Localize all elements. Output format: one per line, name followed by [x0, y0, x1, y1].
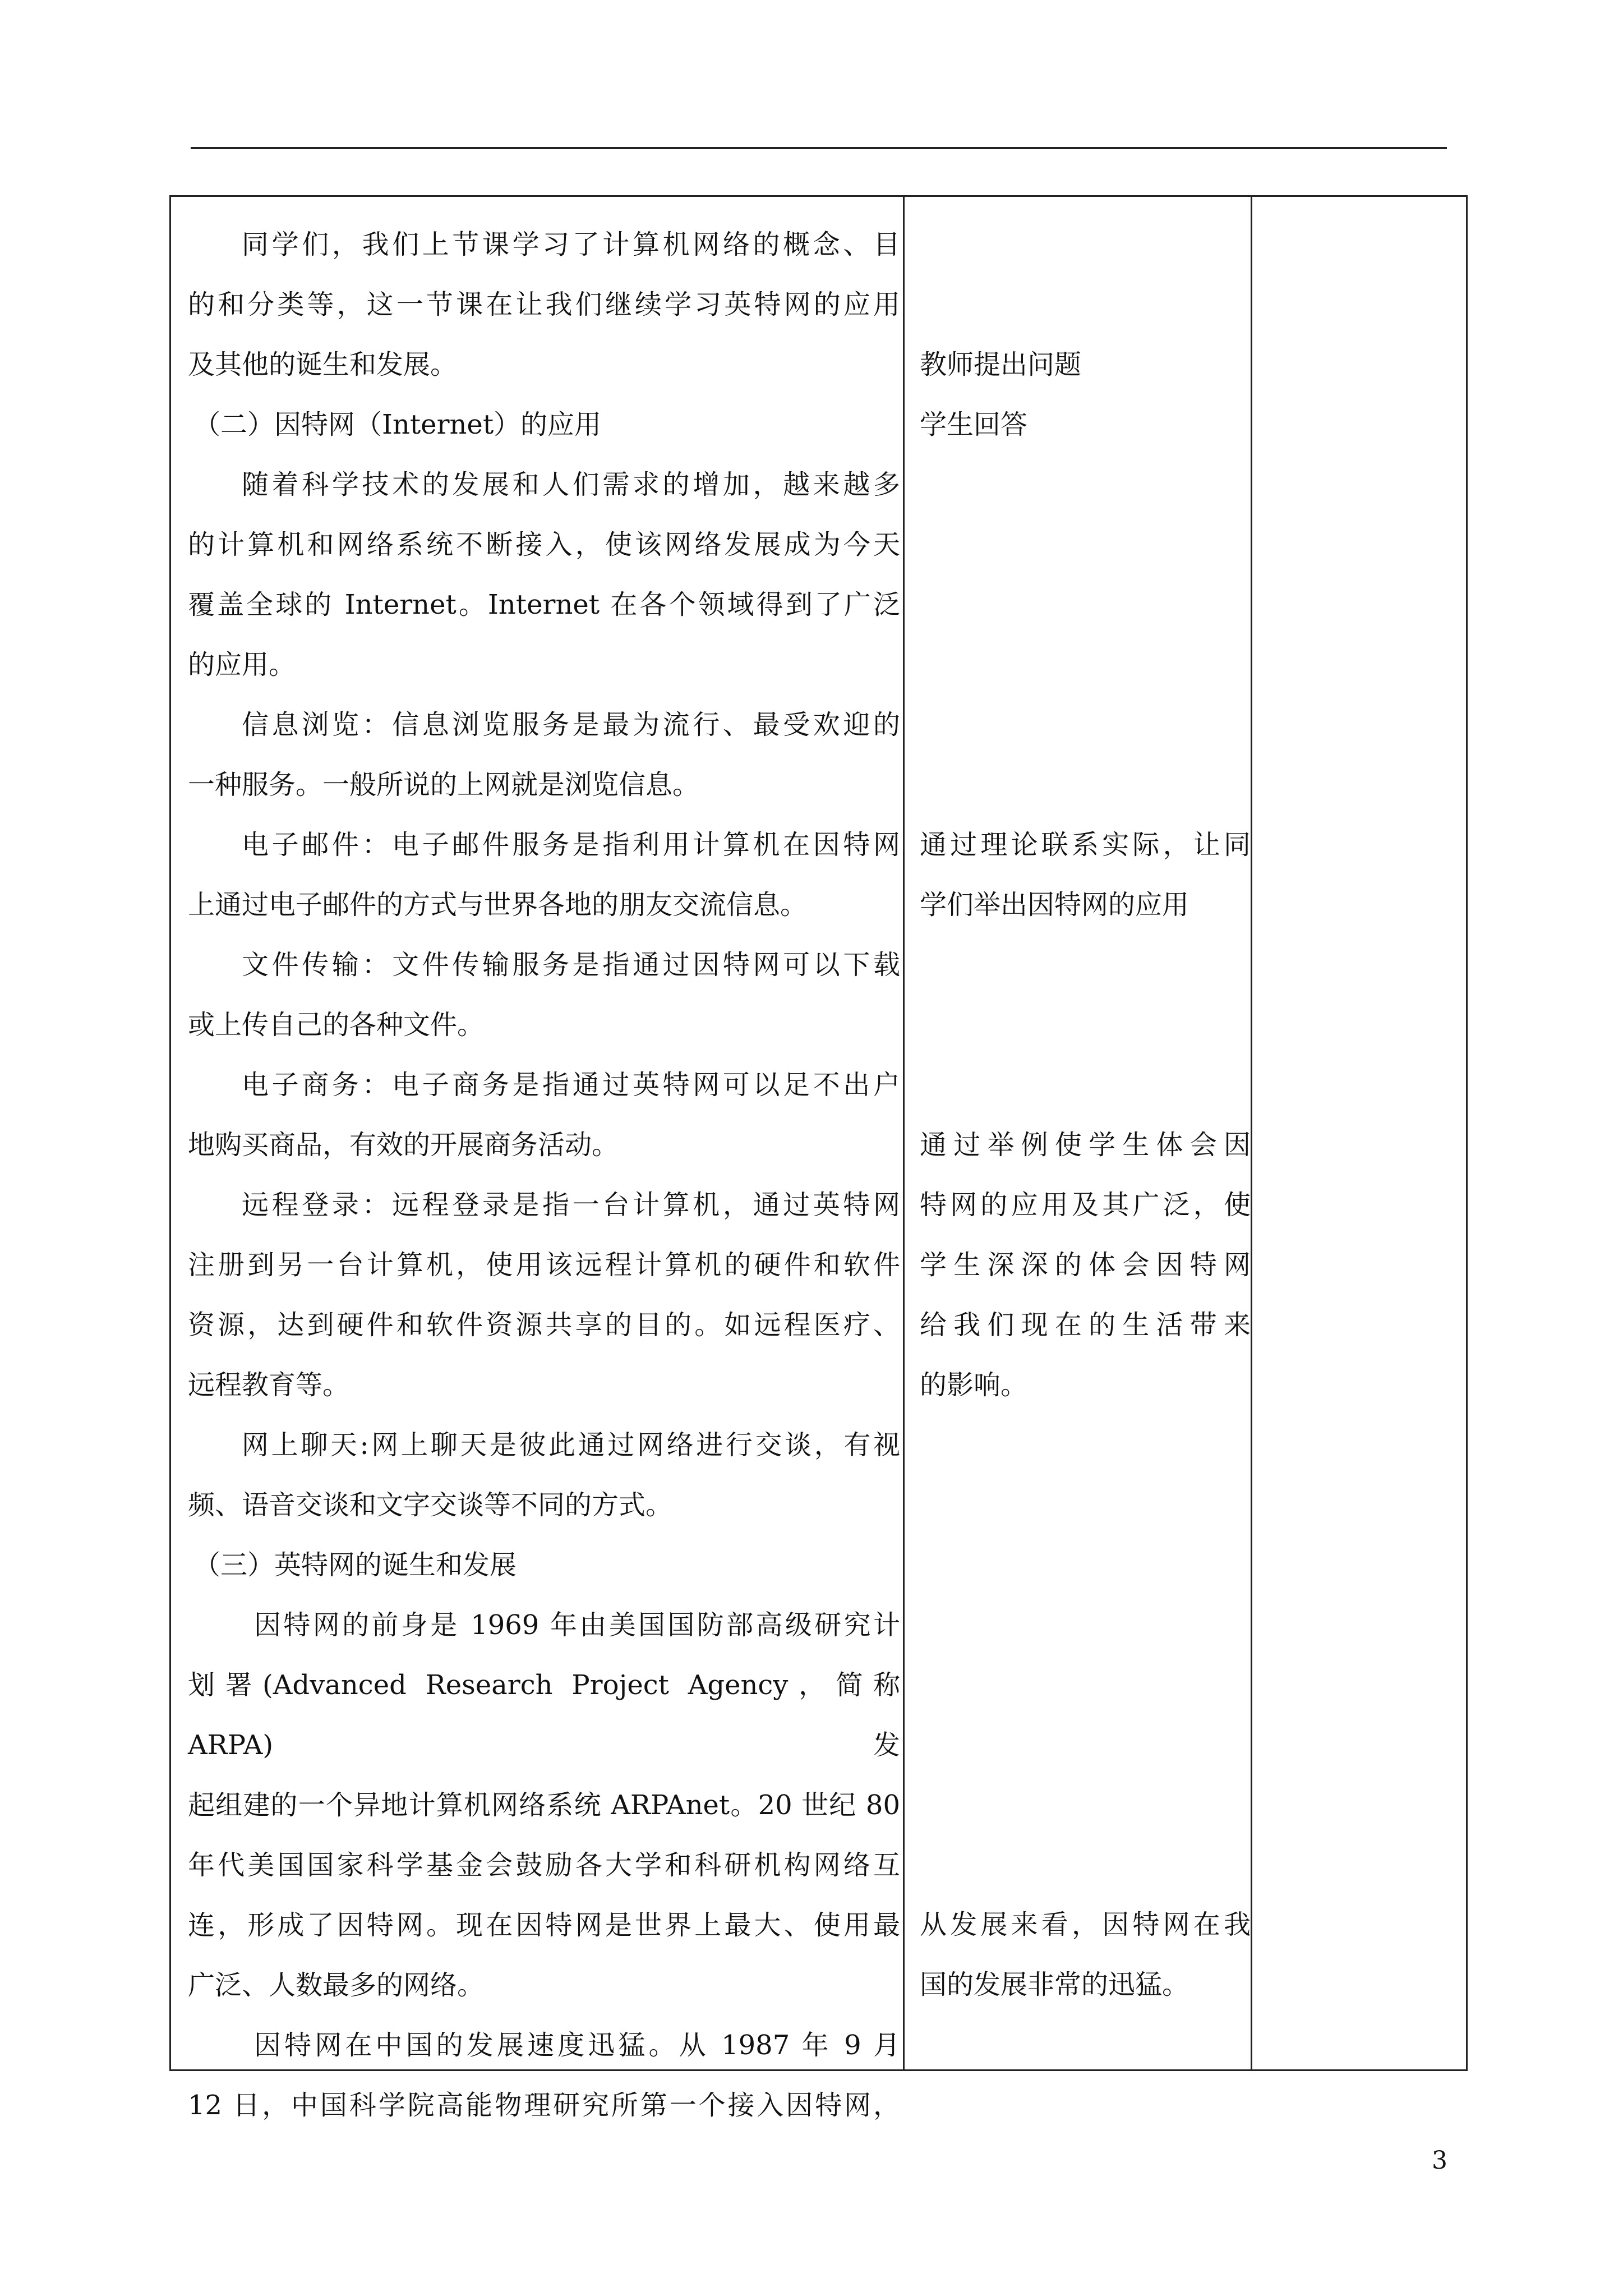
remote-line-3: 资源，达到硬件和软件资源共享的目的。如远程医疗、 — [188, 1309, 900, 1341]
development-line-1: 随着科学技术的发展和人们需求的增加，越来越多 — [242, 469, 900, 500]
note3-line-1: 通过举例使学生体会因 — [920, 1129, 1251, 1161]
history-line-2: 划署(Advanced Research Project Agency，简称 ARPA)发 — [188, 1669, 900, 1761]
china-line-1: 因特网在中国的发展速度迅猛。从 1987 年 9 月 — [254, 2030, 900, 2061]
lesson-content-column — [188, 215, 900, 2136]
ftp-line-2: 或上传自己的各种文件。 — [188, 1009, 485, 1041]
browse-line-2: 一种服务。一般所说的上网就是浏览信息。 — [188, 769, 700, 800]
note3-line-4: 给我们现在的生活带来 — [920, 1309, 1251, 1341]
remote-line-4: 远程教育等。 — [188, 1369, 350, 1401]
note1-line-2: 学生回答 — [920, 409, 1028, 440]
note-teacher-question — [920, 335, 1251, 455]
note3-line-5: 的影响。 — [920, 1369, 1028, 1401]
remote-line-1: 远程登录：远程登录是指一台计算机，通过英特网 — [242, 1189, 900, 1221]
note4-line-1: 从发展来看，因特网在我 — [920, 1909, 1251, 1940]
development-line-4: 的应用。 — [188, 649, 296, 680]
history-line-6: 广泛、人数最多的网络。 — [188, 1970, 485, 2001]
history-line-1: 因特网的前身是 1969 年由美国国防部高级研究计 — [254, 1609, 900, 1641]
header-rule — [191, 147, 1447, 149]
intro-line-3: 及其他的诞生和发展。 — [188, 349, 458, 380]
note-theory-practice — [920, 815, 1251, 935]
browse-line-1: 信息浏览：信息浏览服务是最为流行、最受欢迎的 — [242, 709, 900, 740]
ecommerce-line-2: 地购买商品，有效的开展商务活动。 — [188, 1129, 619, 1161]
intro-line-2: 的和分类等，这一节课在让我们继续学习英特网的应用 — [188, 289, 900, 320]
page-number: 3 — [1432, 2146, 1447, 2175]
china-line-2: 12 日，中国科学院高能物理研究所第一个接入因特网， — [188, 2090, 900, 2121]
note-development — [920, 1895, 1251, 2015]
section3-heading: （三）英特网的诞生和发展 — [193, 1549, 517, 1581]
note1-line-1: 教师提出问题 — [920, 349, 1082, 380]
lesson-table — [169, 195, 1468, 2121]
remote-line-2: 注册到另一台计算机，使用该远程计算机的硬件和软件 — [188, 1249, 900, 1281]
development-line-3: 覆盖全球的 Internet。Internet 在各个领域得到了广泛 — [188, 589, 900, 620]
history-line-4: 年代美国国家科学基金会鼓励各大学和科研机构网络互 — [188, 1849, 900, 1881]
email-line-2: 上通过电子邮件的方式与世界各地的朋友交流信息。 — [188, 889, 808, 921]
note2-line-2: 学们举出因特网的应用 — [920, 889, 1189, 921]
ecommerce-line-1: 电子商务：电子商务是指通过英特网可以足不出户 — [242, 1069, 900, 1101]
history-line-3: 起组建的一个异地计算机网络系统 ARPAnet。20 世纪 80 — [188, 1789, 900, 1821]
note-examples — [920, 1115, 1251, 1415]
note4-line-2: 国的发展非常的迅猛。 — [920, 1969, 1189, 2000]
note3-line-3: 学生深深的体会因特网 — [920, 1249, 1251, 1281]
note2-line-1: 通过理论联系实际，让同 — [920, 829, 1251, 861]
chat-line-2: 频、语音交谈和文字交谈等不同的方式。 — [188, 1489, 673, 1521]
history-line-5: 连，形成了因特网。现在因特网是世界上最大、使用最 — [188, 1910, 900, 1941]
intro-line-1: 同学们，我们上节课学习了计算机网络的概念、目 — [242, 229, 900, 260]
ftp-line-1: 文件传输：文件传输服务是指通过因特网可以下载 — [242, 949, 900, 981]
note3-line-2: 特网的应用及其广泛，使 — [920, 1189, 1251, 1221]
column-divider-1 — [903, 197, 905, 2069]
section2-heading: （二）因特网（Internet）的应用 — [193, 409, 602, 440]
email-line-1: 电子邮件：电子邮件服务是指利用计算机在因特网 — [242, 829, 900, 861]
chat-line-1: 网上聊天:网上聊天是彼此通过网络进行交谈，有视 — [242, 1429, 900, 1461]
development-line-2: 的计算机和网络系统不断接入，使该网络发展成为今天 — [188, 529, 900, 560]
column-divider-2 — [1251, 197, 1252, 2069]
